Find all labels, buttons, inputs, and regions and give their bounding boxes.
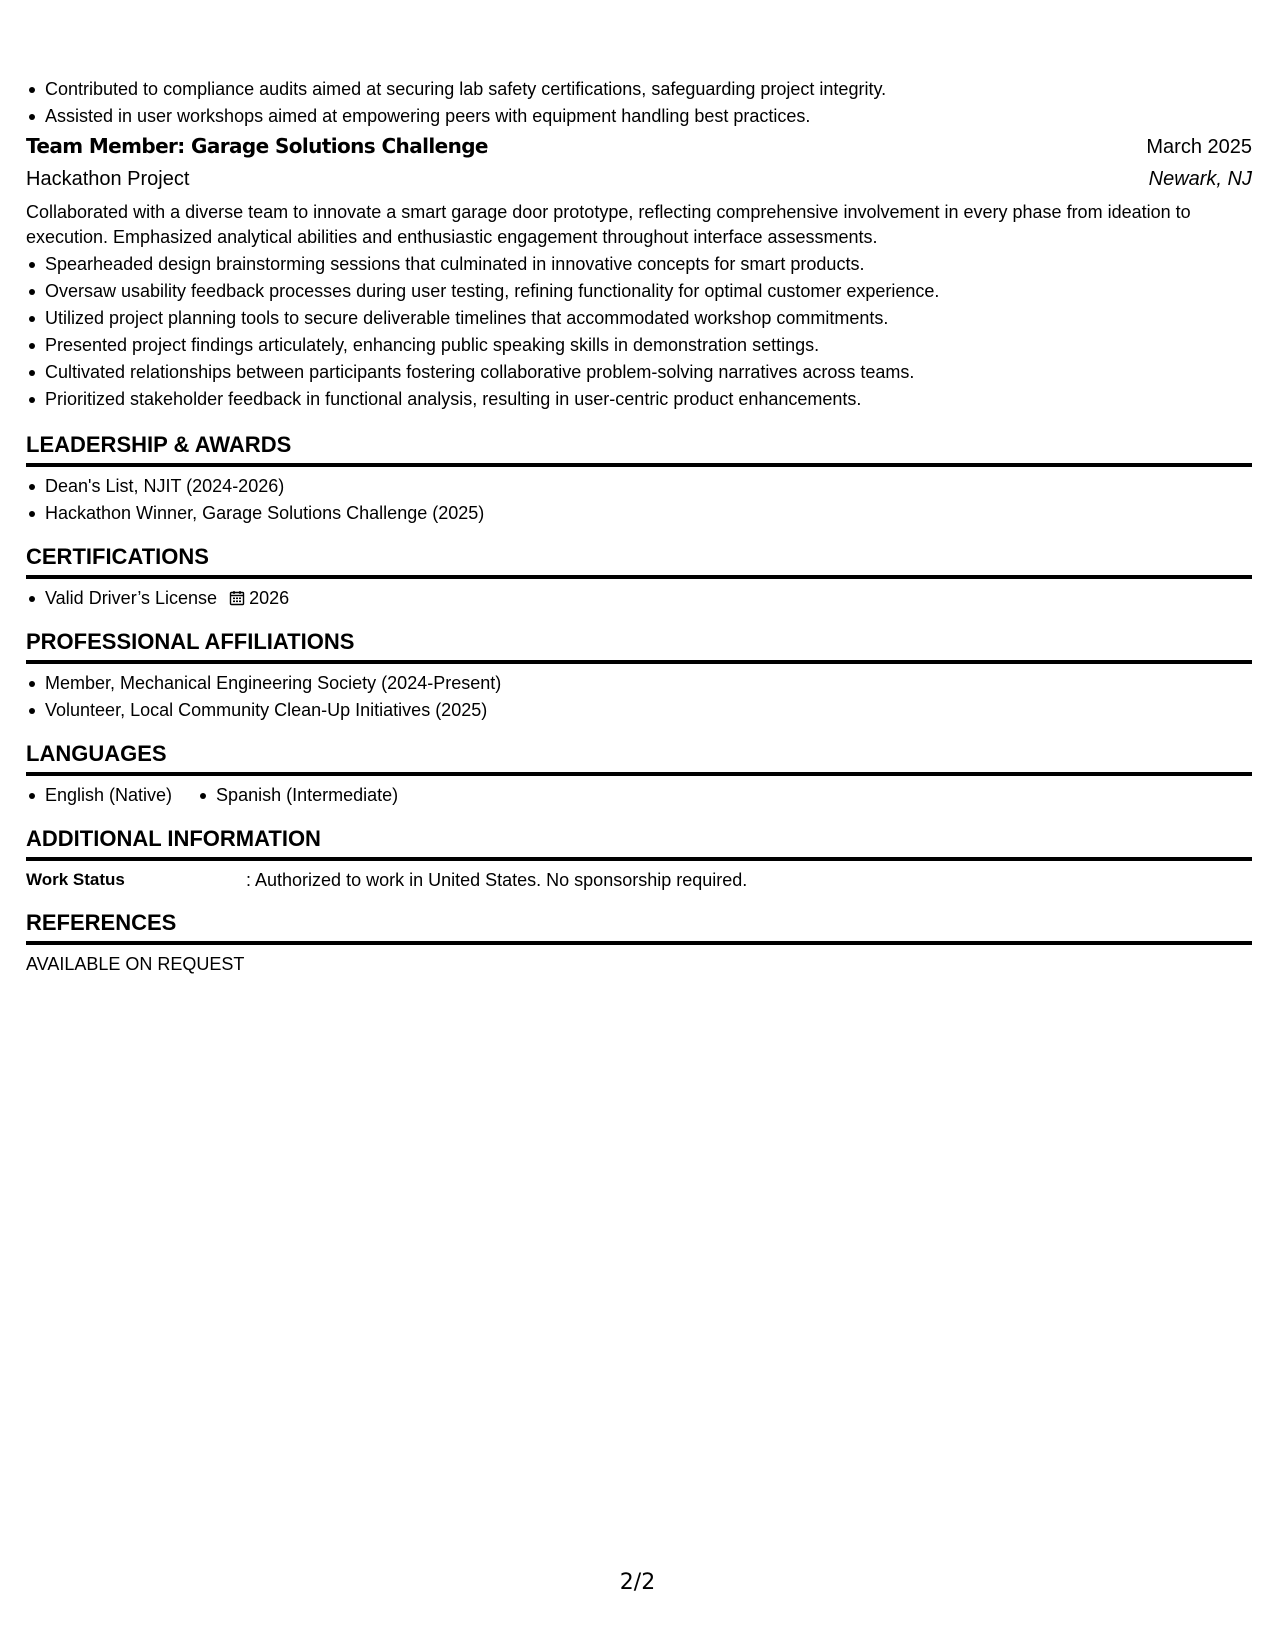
- section-title-leadership: LEADERSHIP & AWARDS: [26, 432, 1252, 467]
- section-title-references: REFERENCES: [26, 910, 1252, 945]
- entry-description: Collaborated with a diverse team to innovate a smart garage door prototype, reflecting comprehensive involvement in every phase from ideation to execution. Emphasized analytical abilities and enthusiastic engagement throughout interface assessments.: [26, 202, 1191, 247]
- list-item: Volunteer, Local Community Clean-Up Initiatives (2025): [45, 697, 1252, 724]
- list-item: Oversaw usability feedback processes during user testing, refining functionality for optimal customer experience.: [45, 278, 1252, 305]
- list-item: English (Native): [45, 782, 172, 809]
- references-text: AVAILABLE ON REQUEST: [26, 954, 245, 974]
- list-item: Presented project findings articulately, enhancing public speaking skills in demonstration settings.: [45, 332, 1252, 359]
- entry-date: March 2025: [1146, 136, 1252, 158]
- list-item: Dean's List, NJIT (2024-2026): [45, 473, 1252, 500]
- list-item: Spearheaded design brainstorming sessions that culminated in innovative concepts for smart products.: [45, 251, 1252, 278]
- affiliations-list: [26, 670, 1252, 724]
- experience-entry: [26, 130, 1252, 413]
- certifications-list: [26, 585, 1252, 612]
- page-number: 2/2: [619, 1570, 656, 1595]
- previous-entry-bullets: [26, 76, 1252, 130]
- list-item: Member, Mechanical Engineering Society (2024-Present): [45, 670, 1252, 697]
- certification-name: Valid Driver’s License: [45, 588, 218, 608]
- work-status-row: [26, 867, 1252, 893]
- list-item: Assisted in user workshops aimed at empowering peers with equipment handling best practices.: [45, 103, 1252, 130]
- section-title-languages: LANGUAGES: [26, 741, 1252, 776]
- list-item: Cultivated relationships between participants fostering collaborative problem-solving narratives across teams.: [45, 359, 1252, 386]
- section-title-additional-information: ADDITIONAL INFORMATION: [26, 826, 1252, 861]
- entry-bullets: [26, 251, 1252, 413]
- certification-year: 2026: [249, 588, 290, 608]
- work-status-value: : Authorized to work in United States. No sponsorship required.: [246, 870, 748, 890]
- languages-list: [26, 782, 1252, 809]
- work-status-label: Work Status: [26, 870, 125, 889]
- list-item: Hackathon Winner, Garage Solutions Challenge (2025): [45, 500, 1252, 527]
- list-item: Prioritized stakeholder feedback in functional analysis, resulting in user-centric product enhancements.: [45, 386, 1252, 413]
- resume-page: [26, 76, 1252, 977]
- entry-location: Newark, NJ: [1148, 168, 1252, 190]
- list-item: Utilized project planning tools to secure deliverable timelines that accommodated workshop commitments.: [45, 305, 1252, 332]
- leadership-list: [26, 473, 1252, 527]
- entry-organization: Hackathon Project: [26, 168, 190, 190]
- list-item: [45, 585, 1252, 612]
- section-title-affiliations: PROFESSIONAL AFFILIATIONS: [26, 629, 1252, 664]
- list-item: Spanish (Intermediate): [216, 782, 398, 809]
- calendar-icon: [229, 590, 245, 606]
- section-title-certifications: CERTIFICATIONS: [26, 544, 1252, 579]
- list-item: Contributed to compliance audits aimed at securing lab safety certifications, safeguarding project integrity.: [45, 76, 1252, 103]
- entry-title: Team Member: Garage Solutions Challenge: [26, 134, 488, 158]
